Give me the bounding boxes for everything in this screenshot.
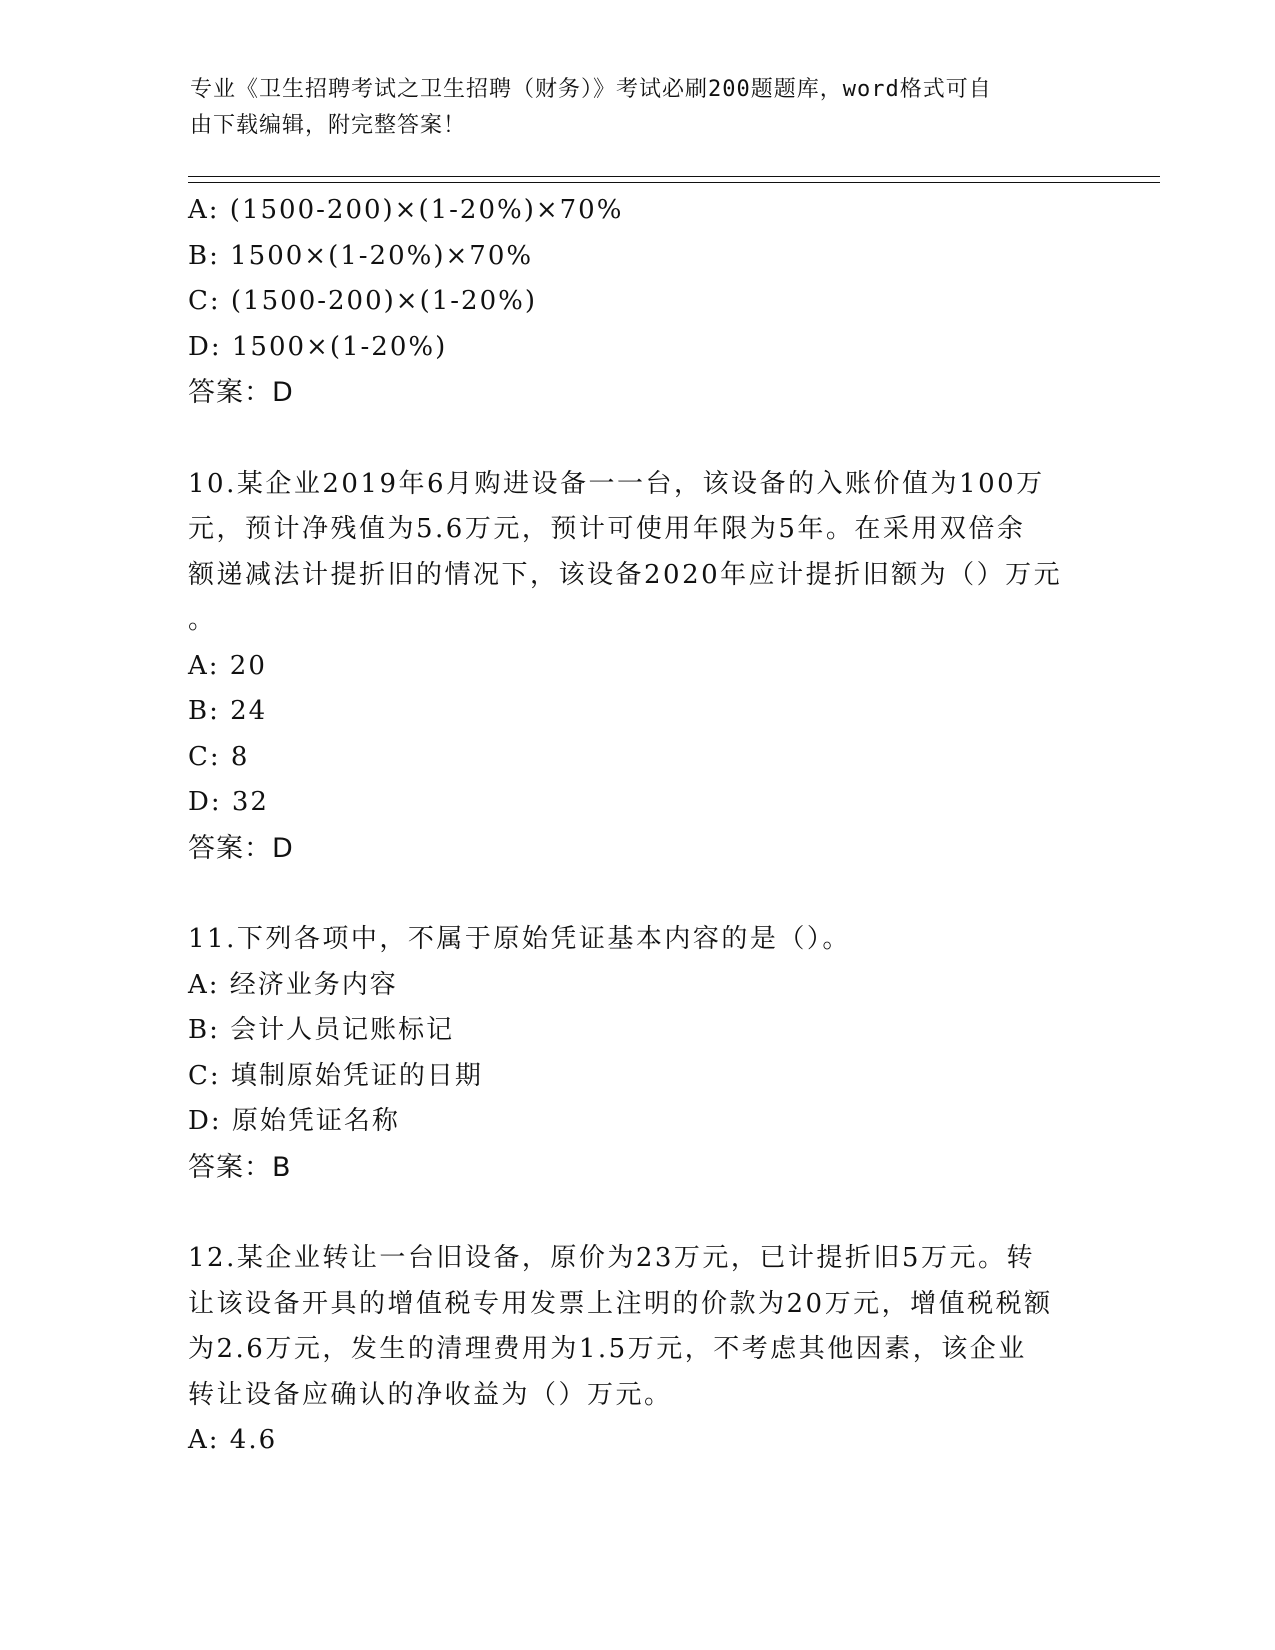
option-b: B: 1500×(1-20%)×70% <box>188 240 534 271</box>
question-text <box>188 917 1088 963</box>
option-a: A: 20 <box>188 650 267 681</box>
header-line-2: 由下载编辑，附完整答案！ <box>190 113 467 138</box>
question-11 <box>188 917 1088 1190</box>
answer: 答案：B <box>188 1151 292 1183</box>
header-line-1: 专业《卫生招聘考试之卫生招聘（财务）》考试必刷200题题库，word格式可自 <box>190 77 992 102</box>
spacer <box>188 1190 1088 1236</box>
option-a: A: (1500-200)×(1-20%)×70% <box>188 195 624 225</box>
question-text <box>188 462 1088 644</box>
header-divider-bottom <box>188 182 1160 183</box>
option-a: A: 4.6 <box>188 1425 278 1455</box>
question-text-line: 元，预计净残值为5.6万元，预计可使用年限为5年。在采用双倍余 <box>188 514 1026 544</box>
option-c: C: 填制原始凭证的日期 <box>188 1060 483 1091</box>
question-text-line: 11.下列各项中，不属于原始凭证基本内容的是（）。 <box>188 924 851 954</box>
spacer <box>188 416 1088 462</box>
option-a: A: 经济业务内容 <box>188 969 398 1000</box>
question-text-line: 转让设备应确认的净收益为（）万元。 <box>188 1379 673 1410</box>
question-text-line: 让该设备开具的增值税专用发票上注明的价款为20万元，增值税税额 <box>188 1288 1053 1319</box>
question-text-line: 为2.6万元，发生的清理费用为1.5万元，不考虑其他因素，该企业 <box>188 1334 1027 1364</box>
option-b: B: 会计人员记账标记 <box>188 1015 455 1045</box>
question-list <box>188 188 1088 1464</box>
option-c: C: (1500-200)×(1-20%) <box>188 286 537 316</box>
header-divider-top <box>188 176 1160 177</box>
answer: 答案：D <box>188 377 294 408</box>
question-9 <box>188 188 1088 416</box>
spacer <box>188 871 1088 917</box>
question-text-line: 。 <box>188 605 217 635</box>
option-d: D: 1500×(1-20%) <box>188 331 448 362</box>
question-10 <box>188 462 1088 872</box>
answer: 答案：D <box>188 832 294 864</box>
document-header <box>190 72 1070 144</box>
question-text-line: 12.某企业转让一台旧设备，原价为23万元，已计提折旧5万元。转 <box>188 1243 1035 1273</box>
option-d: D: 32 <box>188 787 269 817</box>
option-b: B: 24 <box>188 696 268 726</box>
question-text-line: 10.某企业2019年6月购进设备一一台，该设备的入账价值为100万 <box>188 468 1045 499</box>
question-text <box>188 1236 1088 1418</box>
question-12 <box>188 1236 1088 1464</box>
option-d: D: 原始凭证名称 <box>188 1106 400 1136</box>
option-c: C: 8 <box>188 741 250 772</box>
question-text-line: 额递减法计提折旧的情况下，该设备2020年应计提折旧额为（）万元 <box>188 559 1063 590</box>
